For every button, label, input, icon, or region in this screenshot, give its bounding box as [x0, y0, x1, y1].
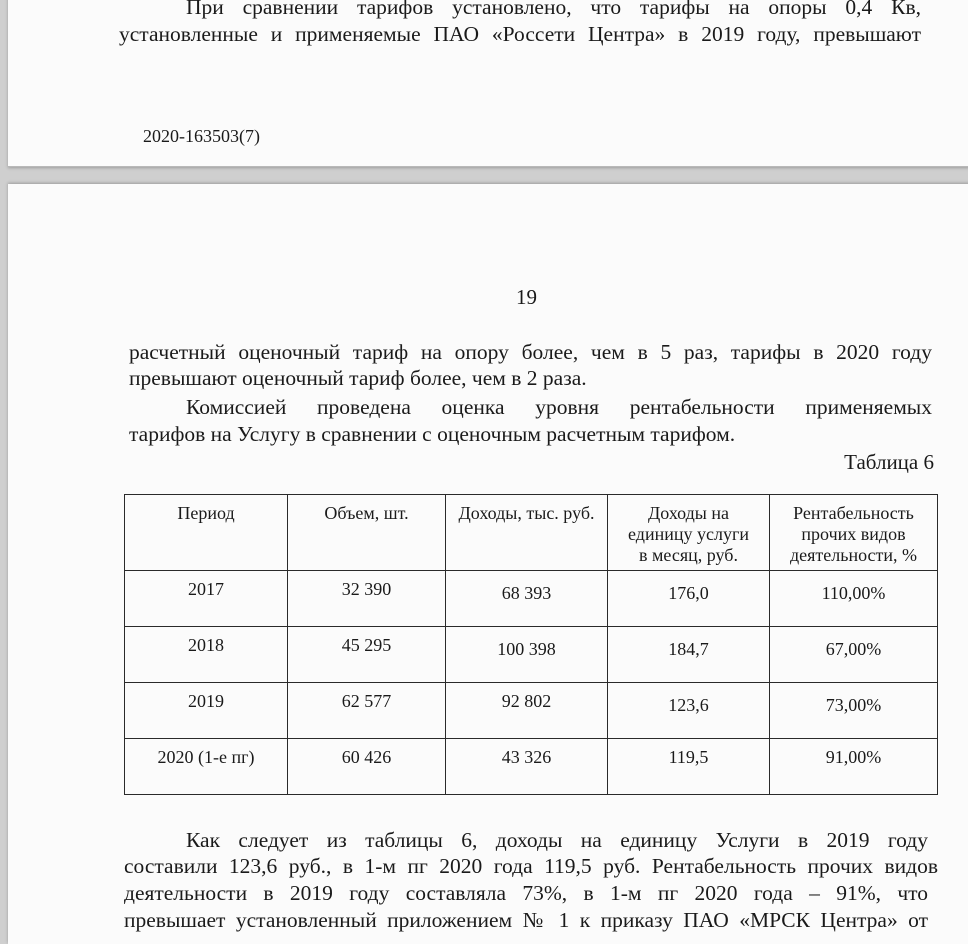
- previous-page: [8, 0, 968, 167]
- table-cell: 110,00%: [770, 571, 938, 627]
- text-line: Как следует из таблицы 6, доходы на единицу Услуги в 2019 году: [186, 828, 928, 852]
- table-cell: 92 802: [446, 683, 608, 739]
- table-cell: 32 390: [288, 571, 446, 627]
- table-cell: 60 426: [288, 739, 446, 795]
- text-line: превышают оценочный тариф более, чем в 2 раза.: [129, 366, 587, 390]
- table-row: [125, 627, 938, 683]
- data-table: [124, 494, 938, 795]
- table-row: [125, 683, 938, 739]
- table-cell: 123,6: [608, 683, 770, 739]
- text-line: Комиссией проведена оценка уровня рентабельности применяемых: [186, 395, 932, 419]
- table-caption: Таблица 6: [844, 450, 934, 474]
- header-income-per-unit: Доходы на единицу услуги в месяц, руб.: [608, 495, 770, 571]
- table-cell: 68 393: [446, 571, 608, 627]
- table-cell: 2018: [125, 627, 288, 683]
- table-cell: 100 398: [446, 627, 608, 683]
- text-line: тарифов на Услугу в сравнении с оценочным расчетным тарифом.: [129, 422, 736, 446]
- table-cell: 67,00%: [770, 627, 938, 683]
- header-volume: Объем, шт.: [288, 495, 446, 571]
- table-cell: 184,7: [608, 627, 770, 683]
- table-header-row: [125, 495, 938, 571]
- table-cell: 43 326: [446, 739, 608, 795]
- table-cell: 73,00%: [770, 683, 938, 739]
- text-line: При сравнении тарифов установлено, что тарифы на опоры 0,4 Кв,: [186, 0, 921, 19]
- text-line: составили 123,6 руб., в 1-м пг 2020 года 119,5 руб. Рентабельность прочих видов: [124, 854, 938, 878]
- table-row: [125, 571, 938, 627]
- document-number: 2020-163503(7): [143, 126, 260, 146]
- table-cell: 2017: [125, 571, 288, 627]
- header-income: Доходы, тыс. руб.: [446, 495, 608, 571]
- page-number: 19: [516, 285, 537, 309]
- header-profitability: Рентабельность прочих видов деятельности, %: [770, 495, 938, 571]
- table-cell: 2020 (1-е пг): [125, 739, 288, 795]
- text-line: превышает установленный приложением № 1 к приказу ПАО «МРСК Центра» от: [124, 908, 928, 932]
- header-period: Период: [125, 495, 288, 571]
- text-line: расчетный оценочный тариф на опору более, чем в 5 раз, тарифы в 2020 году: [129, 340, 932, 364]
- text-line: деятельности в 2019 году составляла 73%, в 1-м пг 2020 года – 91%, что: [124, 881, 928, 905]
- table-cell: 176,0: [608, 571, 770, 627]
- table-cell: 62 577: [288, 683, 446, 739]
- document-page: [8, 184, 968, 944]
- text-line: установленные и применяемые ПАО «Россети Центра» в 2019 году, превышают: [119, 22, 921, 46]
- table-cell: 45 295: [288, 627, 446, 683]
- table-cell: 91,00%: [770, 739, 938, 795]
- table-row: [125, 739, 938, 795]
- table-cell: 119,5: [608, 739, 770, 795]
- table-cell: 2019: [125, 683, 288, 739]
